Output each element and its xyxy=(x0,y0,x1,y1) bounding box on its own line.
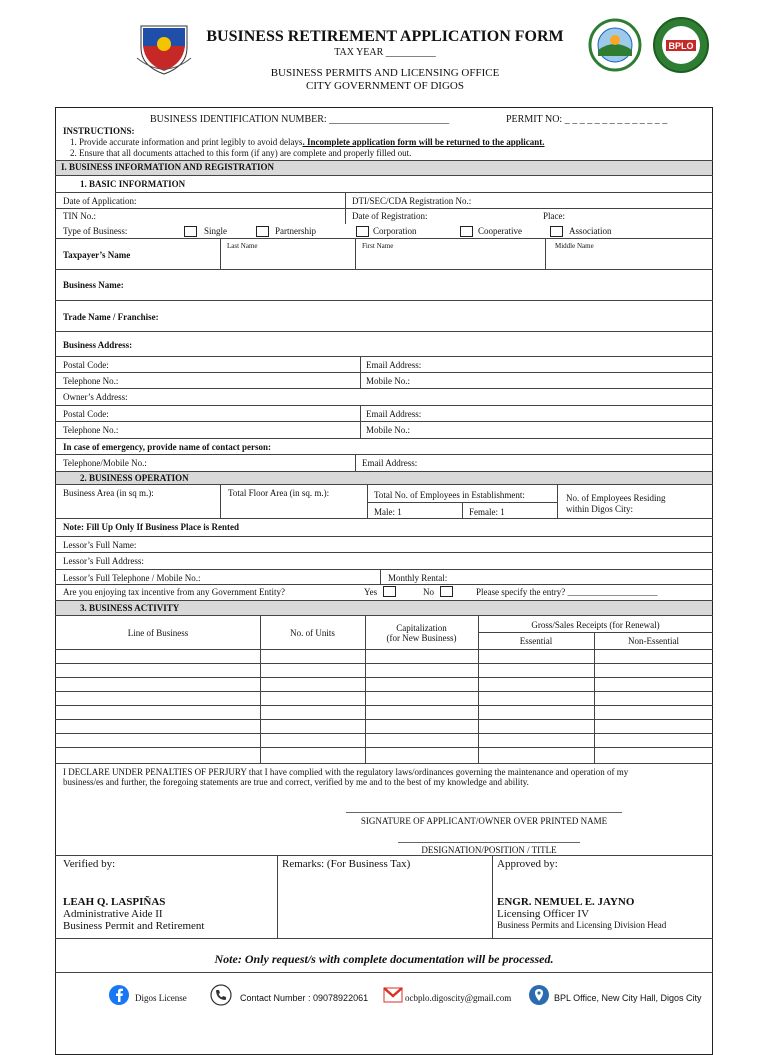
business-name-field[interactable]: Business Name: xyxy=(63,280,124,290)
remarks-field[interactable]: Remarks: (For Business Tax) xyxy=(282,858,411,870)
emergency-email-field[interactable]: Email Address: xyxy=(362,458,418,468)
specify-entry-field[interactable]: Please specify the entry? ____________________ xyxy=(476,587,658,597)
cooperative-label: Cooperative xyxy=(478,226,522,236)
no-label: No xyxy=(423,587,434,597)
section-2-title: 2. BUSINESS OPERATION xyxy=(80,473,189,483)
office-location: BPL Office, New City Hall, Digos City xyxy=(554,993,702,1003)
contact-number[interactable]: Contact Number : 09078922061 xyxy=(240,993,369,1003)
verifier-name: LEAH Q. LASPIÑAS xyxy=(63,896,166,908)
total-employees-label: Total No. of Employees in Establishment: xyxy=(374,490,525,500)
email-link[interactable]: ocbplo.digoscity@gmail.com xyxy=(405,993,512,1003)
section-3-title: 3. BUSINESS ACTIVITY xyxy=(80,603,180,613)
instruction-1: 1. Provide accurate information and print legibly to avoid delays. Incomplete application form will be returned to the applicant. xyxy=(70,137,545,147)
place-field[interactable]: Place: xyxy=(543,211,565,221)
location-pin-icon xyxy=(528,984,550,1011)
type-of-business-label: Type of Business: xyxy=(63,226,128,236)
table-row[interactable] xyxy=(55,677,713,678)
declaration-line-1: I DECLARE UNDER PENALTIES OF PERJURY that I have complied with the regulatory laws/ordinances governing the maintenance and operation of my xyxy=(63,767,629,777)
tax-year: TAX YEAR __________ xyxy=(334,47,436,58)
verified-by-label: Verified by: xyxy=(63,858,116,870)
no-checkbox[interactable] xyxy=(440,586,453,597)
verifier-position: Administrative Aide II xyxy=(63,908,163,920)
designation-label: DESIGNATION/POSITION / TITLE xyxy=(421,845,557,855)
approved-by-label: Approved by: xyxy=(497,858,558,870)
office-name: BUSINESS PERMITS AND LICENSING OFFICE xyxy=(270,67,500,79)
last-name-label: Last Name xyxy=(227,242,258,250)
owner-address-field[interactable]: Owner’s Address: xyxy=(63,392,128,402)
business-address-field[interactable]: Business Address: xyxy=(63,340,133,350)
signature-label: SIGNATURE OF APPLICANT/OWNER OVER PRINTED NAME xyxy=(360,816,608,826)
rented-note: Note: Fill Up Only If Business Place is Rented xyxy=(63,522,240,532)
section-1-title: I. BUSINESS INFORMATION AND REGISTRATION xyxy=(61,162,274,172)
facebook-page-link[interactable]: Digos License xyxy=(135,993,187,1003)
single-checkbox[interactable] xyxy=(184,226,197,237)
table-row[interactable] xyxy=(55,705,713,706)
bin-field[interactable]: BUSINESS IDENTIFICATION NUMBER: ________________________ xyxy=(150,114,450,125)
owner-postal-code-field[interactable]: Postal Code: xyxy=(63,409,109,419)
form-title: BUSINESS RETIREMENT APPLICATION FORM xyxy=(206,28,564,45)
association-checkbox[interactable] xyxy=(550,226,563,237)
owner-mobile-field[interactable]: Mobile No.: xyxy=(366,425,410,435)
cooperative-checkbox[interactable] xyxy=(460,226,473,237)
declaration-line-2: business/es and further, the foregoing statements are true and correct, verified by me and to the best of my knowledge and ability. xyxy=(63,777,529,787)
essential-header: Essential xyxy=(519,636,553,646)
yes-checkbox[interactable] xyxy=(383,586,396,597)
capitalization-subheader: (for New Business) xyxy=(386,633,457,643)
no-of-units-header: No. of Units xyxy=(290,628,335,638)
corporation-label: Corporation xyxy=(373,226,417,236)
monthly-rental-field[interactable]: Monthly Rental: xyxy=(388,573,448,583)
taxpayer-name-label: Taxpayer’s Name xyxy=(63,250,131,260)
telephone-field[interactable]: Telephone No.: xyxy=(63,376,119,386)
dti-registration-field[interactable]: DTI/SEC/CDA Registration No.: xyxy=(352,196,472,206)
approver-office: Business Permits and Licensing Division Head xyxy=(497,920,667,930)
mobile-field[interactable]: Mobile No.: xyxy=(366,376,410,386)
table-row[interactable] xyxy=(55,733,713,734)
instruction-2: 2. Ensure that all documents attached to this form (if any) are complete and properly filled out. xyxy=(70,148,412,158)
completeness-note: Note: Only request/s with complete documentation will be processed. xyxy=(214,952,554,966)
employees-residing-field[interactable]: No. of Employees Residing within Digos City: xyxy=(566,493,666,514)
owner-telephone-field[interactable]: Telephone No.: xyxy=(63,425,119,435)
emergency-phone-field[interactable]: Telephone/Mobile No.: xyxy=(63,458,147,468)
business-area-field[interactable]: Business Area (in sq m.): xyxy=(63,488,154,498)
association-label: Association xyxy=(569,226,612,236)
table-row[interactable] xyxy=(55,747,713,748)
approver-position: Licensing Officer IV xyxy=(497,908,590,920)
lessor-phone-field[interactable]: Lessor’s Full Telephone / Mobile No.: xyxy=(63,573,201,583)
instructions-heading: INSTRUCTIONS: xyxy=(63,126,135,136)
bplo-logo-text: BPLO xyxy=(668,41,694,51)
owner-email-field[interactable]: Email Address: xyxy=(366,409,422,419)
tax-incentive-question: Are you enjoying tax incentive from any Government Entity? xyxy=(63,587,285,597)
facebook-icon xyxy=(108,984,130,1011)
basic-info-heading: 1. BASIC INFORMATION xyxy=(80,179,186,189)
male-employees-field[interactable]: Male: 1 xyxy=(374,507,402,517)
permit-no-field[interactable]: PERMIT NO: _ _ _ _ _ _ _ _ _ _ _ _ _ _ xyxy=(506,114,668,125)
digos-seal-logo xyxy=(585,18,645,73)
table-row[interactable] xyxy=(55,719,713,720)
table-row[interactable] xyxy=(55,691,713,692)
corporation-checkbox[interactable] xyxy=(356,226,369,237)
gross-receipts-header: Gross/Sales Receipts (for Renewal) xyxy=(531,620,660,630)
emergency-contact-field[interactable]: In case of emergency, provide name of contact person: xyxy=(63,442,272,452)
line-of-business-header: Line of Business xyxy=(127,628,189,638)
date-of-registration-field[interactable]: Date of Registration: xyxy=(352,211,428,221)
postal-code-field[interactable]: Postal Code: xyxy=(63,360,109,370)
lessor-name-field[interactable]: Lessor’s Full Name: xyxy=(63,540,137,550)
tin-field[interactable]: TIN No.: xyxy=(63,211,96,221)
total-floor-area-field[interactable]: Total Floor Area (in sq. m.): xyxy=(228,488,330,498)
table-row[interactable] xyxy=(55,663,713,664)
yes-label: Yes xyxy=(364,587,378,597)
non-essential-header: Non-Essential xyxy=(628,636,679,646)
capitalization-header: Capitalization xyxy=(396,623,447,633)
lessor-address-field[interactable]: Lessor’s Full Address: xyxy=(63,556,144,566)
approver-name: ENGR. NEMUEL E. JAYNO xyxy=(497,896,635,908)
city-name: CITY GOVERNMENT OF DIGOS xyxy=(306,80,464,92)
phone-icon xyxy=(210,984,232,1011)
date-of-application-field[interactable]: Date of Application: xyxy=(63,196,137,206)
gmail-icon xyxy=(383,987,403,1008)
female-employees-field[interactable]: Female: 1 xyxy=(469,507,505,517)
verifier-office: Business Permit and Retirement xyxy=(63,920,205,932)
philippine-seal-logo xyxy=(133,18,195,76)
partnership-checkbox[interactable] xyxy=(256,226,269,237)
middle-name-label: Middle Name xyxy=(555,242,594,250)
trade-name-field[interactable]: Trade Name / Franchise: xyxy=(63,312,159,322)
partnership-label: Partnership xyxy=(275,226,316,236)
single-label: Single xyxy=(204,226,228,236)
email-address-field[interactable]: Email Address: xyxy=(366,360,422,370)
first-name-label: First Name xyxy=(362,242,394,250)
